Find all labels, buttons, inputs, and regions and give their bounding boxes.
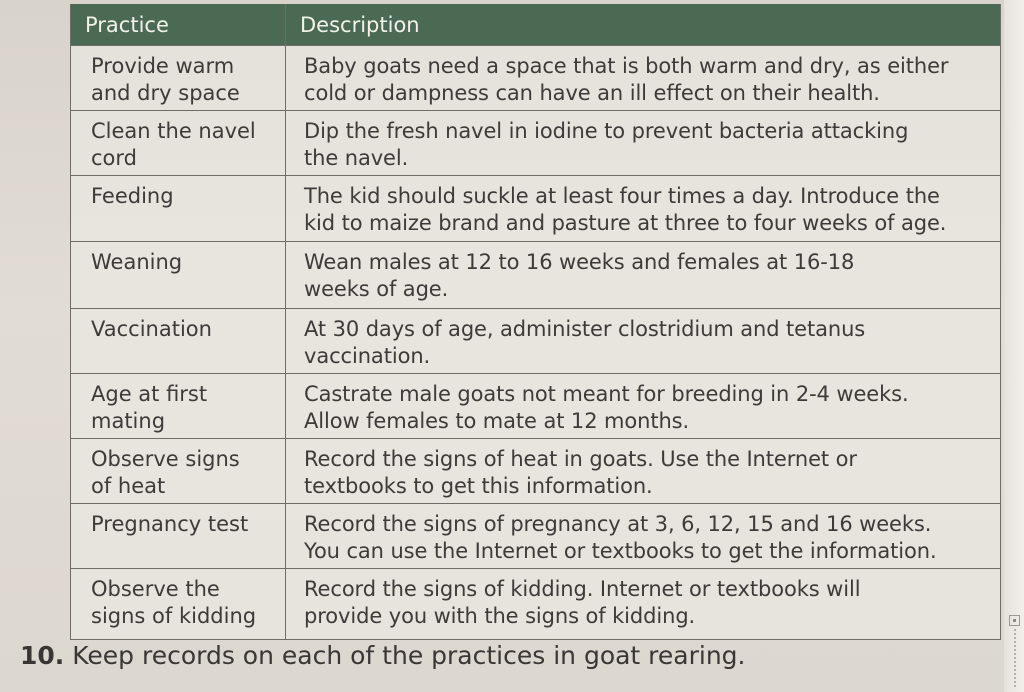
page-margin — [1004, 0, 1024, 692]
description-cell: The kid should suckle at least four times a day. Introduce the kid to maize brand and pasture at three to four weeks of age. — [286, 176, 1001, 242]
description-cell: Record the signs of heat in goats. Use the Internet or textbooks to get this information. — [286, 439, 1001, 504]
description-cell: Castrate male goats not meant for breeding in 2-4 weeks. Allow females to mate at 12 months. — [286, 374, 1001, 439]
practice-cell: Clean the navel cord — [71, 111, 286, 176]
table-row — [71, 309, 1001, 374]
table-row — [71, 176, 1001, 242]
header-description: Description — [286, 4, 1001, 46]
table-row — [71, 374, 1001, 439]
table-header-row — [71, 4, 1001, 46]
table-row — [71, 569, 1001, 640]
practice-cell: Provide warm and dry space — [71, 46, 286, 111]
exercise-text: Keep records on each of the practices in goat rearing. — [72, 641, 746, 670]
description-cell: Wean males at 12 to 16 weeks and females at 16-18 weeks of age. — [286, 242, 1001, 309]
exercise-number: 10. — [20, 641, 65, 670]
scanner-watermark-icon — [1008, 615, 1021, 689]
practice-cell: Pregnancy test — [71, 504, 286, 569]
practice-cell: Observe the signs of kidding — [71, 569, 286, 640]
header-practice: Practice — [71, 4, 286, 46]
description-cell: Record the signs of pregnancy at 3, 6, 12, 15 and 16 weeks. You can use the Internet or textbooks to get the information. — [286, 504, 1001, 569]
goat-practices-table — [70, 4, 1001, 640]
description-cell: Record the signs of kidding. Internet or textbooks will provide you with the signs of kidding. — [286, 569, 1001, 640]
exercise-instruction — [20, 641, 746, 670]
table-row — [71, 46, 1001, 111]
description-cell: At 30 days of age, administer clostridium and tetanus vaccination. — [286, 309, 1001, 374]
practice-cell: Weaning — [71, 242, 286, 309]
table-row — [71, 439, 1001, 504]
description-cell: Baby goats need a space that is both warm and dry, as either cold or dampness can have an ill effect on their health. — [286, 46, 1001, 111]
practice-cell: Observe signs of heat — [71, 439, 286, 504]
description-cell: Dip the fresh navel in iodine to prevent bacteria attacking the navel. — [286, 111, 1001, 176]
table-row — [71, 242, 1001, 309]
table-row — [71, 111, 1001, 176]
practice-cell: Vaccination — [71, 309, 286, 374]
practice-cell: Feeding — [71, 176, 286, 242]
practice-cell: Age at first mating — [71, 374, 286, 439]
watermark-strip — [1014, 629, 1016, 687]
scanner-logo-icon: ▪ — [1009, 615, 1020, 626]
table-row — [71, 504, 1001, 569]
